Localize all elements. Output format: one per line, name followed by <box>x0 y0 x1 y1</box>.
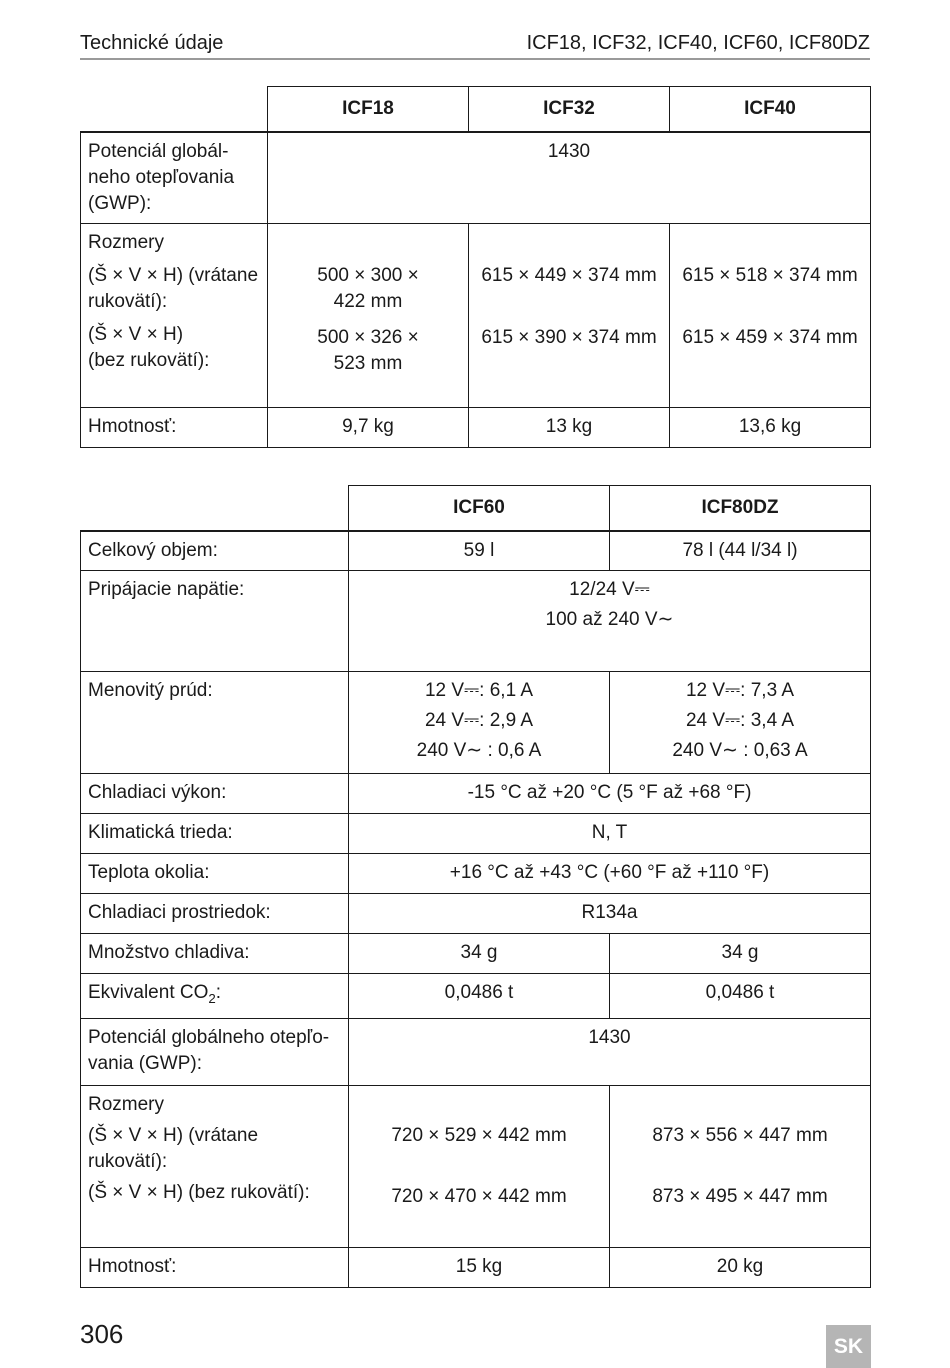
table-row-weight <box>81 1247 871 1287</box>
column-header: ICF18 <box>268 87 469 132</box>
gwp-value: 1430 <box>268 132 871 224</box>
refrigerant-amount-icf60: 34 g <box>349 934 610 974</box>
row-label: Hmotnosť: <box>81 1247 349 1287</box>
ambient-temp-value: +16 °C až +43 °C (+60 °F až +110 °F) <box>349 854 871 894</box>
column-header: ICF80DZ <box>610 486 871 531</box>
row-label: Chladiaci výkon: <box>81 774 349 814</box>
weight-icf32: 13 kg <box>469 408 670 448</box>
co2-icf80dz: 0,0486 t <box>610 974 871 1019</box>
spec-table-icf18-icf40 <box>80 86 871 448</box>
weight-icf60: 15 kg <box>349 1247 610 1287</box>
table-row-voltage <box>81 571 871 672</box>
table-row-cooling <box>81 774 871 814</box>
table-row-refrigerant-amount <box>81 934 871 974</box>
page-header <box>80 30 870 60</box>
co2-icf60: 0,0486 t <box>349 974 610 1019</box>
table-row-climate-class <box>81 814 871 854</box>
table-row-co2-equivalent <box>81 974 871 1019</box>
table-row-gwp <box>81 1018 871 1085</box>
gwp-value: 1430 <box>349 1018 871 1085</box>
voltage-value: 12/24 V⎓ 100 až 240 V∼ <box>349 571 871 672</box>
weight-icf18: 9,7 kg <box>268 408 469 448</box>
row-label: Menovitý prúd: <box>81 672 349 774</box>
table-row-dimensions <box>81 224 871 408</box>
row-label: Potenciál globálneho otepľo- vania (GWP): <box>81 1018 349 1085</box>
row-label: Klimatická trieda: <box>81 814 349 854</box>
table-row-dimensions <box>81 1085 871 1247</box>
volume-icf80dz: 78 l (44 l/34 l) <box>610 531 871 571</box>
dimensions-icf60: 720 × 529 × 442 mm 720 × 470 × 442 mm <box>349 1085 610 1247</box>
cooling-value: -15 °C až +20 °C (5 °F až +68 °F) <box>349 774 871 814</box>
language-badge: SK <box>826 1325 871 1368</box>
table-row-rated-current <box>81 672 871 774</box>
row-label: Teplota okolia: <box>81 854 349 894</box>
dimensions-icf18: 500 × 300 × 422 mm 500 × 326 × 523 mm <box>268 224 469 408</box>
section-title: Technické údaje <box>80 32 224 54</box>
dimensions-icf32: 615 × 449 × 374 mm 615 × 390 × 374 mm <box>469 224 670 408</box>
table-row-total-volume <box>81 531 871 571</box>
row-label: Rozmery (Š × V × H) (vrátane rukovätí): (Š × V × H) (bez rukovätí): <box>81 224 268 408</box>
column-header: ICF40 <box>670 87 871 132</box>
table-row-gwp <box>81 132 871 224</box>
row-label: Množstvo chladiva: <box>81 934 349 974</box>
volume-icf60: 59 l <box>349 531 610 571</box>
climate-class-value: N, T <box>349 814 871 854</box>
column-header: ICF60 <box>349 486 610 531</box>
current-icf60: 12 V⎓: 6,1 A 24 V⎓: 2,9 A 240 V∼ : 0,6 A <box>349 672 610 774</box>
refrigerant-value: R134a <box>349 894 871 934</box>
row-label: Chladiaci prostriedok: <box>81 894 349 934</box>
weight-icf40: 13,6 kg <box>670 408 871 448</box>
row-label: Ekvivalent $CO_2$: <box>81 974 349 1019</box>
table-header-row <box>81 87 871 132</box>
column-header: ICF32 <box>469 87 670 132</box>
weight-icf80dz: 20 kg <box>610 1247 871 1287</box>
table-header-row <box>81 486 871 531</box>
row-label: Hmotnosť: <box>81 408 268 448</box>
refrigerant-amount-icf80dz: 34 g <box>610 934 871 974</box>
dimensions-icf80dz: 873 × 556 × 447 mm 873 × 495 × 447 mm <box>610 1085 871 1247</box>
row-label: Rozmery (Š × V × H) (vrátane rukovätí): (Š × V × H) (bez rukovätí): <box>81 1085 349 1247</box>
table-row-refrigerant <box>81 894 871 934</box>
table-row-weight <box>81 408 871 448</box>
page-number: 306 <box>80 1319 124 1349</box>
dimensions-icf40: 615 × 518 × 374 mm 615 × 459 × 374 mm <box>670 224 871 408</box>
current-icf80dz: 12 V⎓: 7,3 A 24 V⎓: 3,4 A 240 V∼ : 0,63 A <box>610 672 871 774</box>
row-label: Celkový objem: <box>81 531 349 571</box>
spec-table-icf60-icf80dz <box>80 485 871 1288</box>
model-list: ICF18, ICF32, ICF40, ICF60, ICF80DZ <box>526 32 870 54</box>
row-label: Potenciál globál- neho otepľovania (GWP): <box>81 132 268 224</box>
row-label: Pripájacie napätie: <box>81 571 349 672</box>
table-row-ambient-temp <box>81 854 871 894</box>
